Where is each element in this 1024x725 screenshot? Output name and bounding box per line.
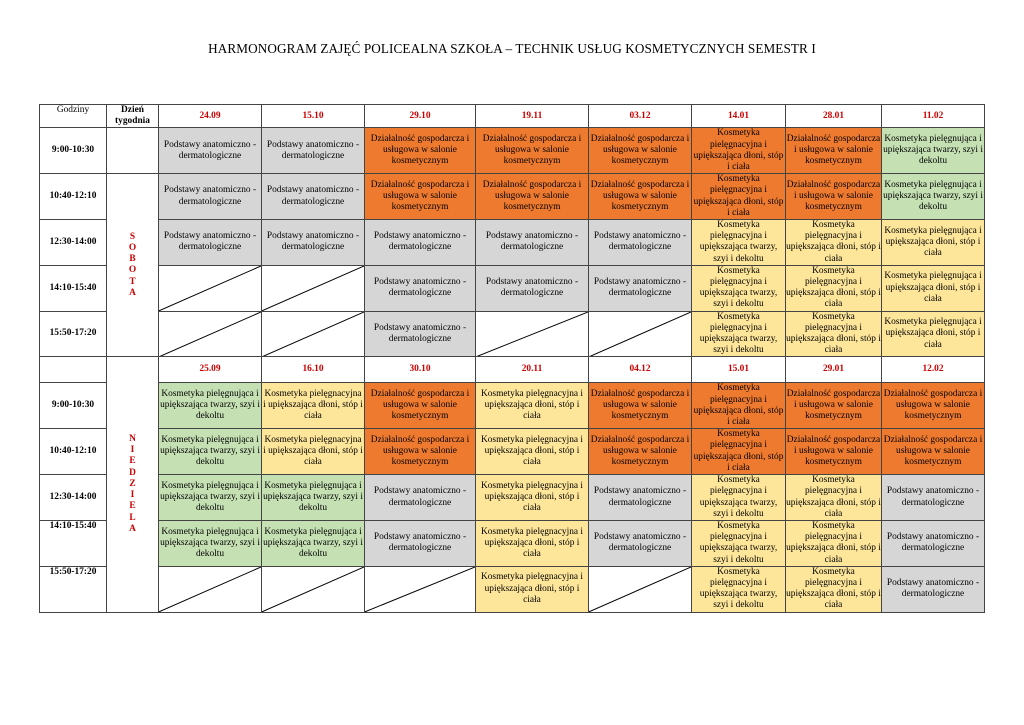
empty-slot <box>159 566 262 612</box>
empty-slot <box>262 566 365 612</box>
class-cell: Podstawy anatomiczno - dermatologiczne <box>262 174 365 220</box>
schedule-row <box>40 429 985 475</box>
class-cell: Działalność gospodarcza i usługowa w salonie kosmetycznym <box>589 128 692 174</box>
class-cell: Podstawy anatomiczno - dermatologiczne <box>589 220 692 266</box>
class-cell: Podstawy anatomiczno - dermatologiczne <box>476 220 589 266</box>
day-cell-blank <box>107 128 159 174</box>
class-cell: Podstawy anatomiczno - dermatologiczne <box>882 520 985 566</box>
date-cell: 14.01 <box>692 105 786 128</box>
class-cell: Kosmetyka pielęgnacyjna i upiększająca dłoni, stóp i ciała <box>786 311 881 356</box>
class-cell: Kosmetyka pielęgnacyjna i upiększająca dłoni, stóp i ciała <box>786 475 881 519</box>
class-cell: Kosmetyka pielęgnacyjna i upiększająca twarzy, szyi i dekoltu <box>692 311 786 357</box>
date-cell: 04.12 <box>589 357 692 383</box>
schedule-row <box>40 383 985 429</box>
class-cell: Kosmetyka pielęgnacyjna i upiększająca dłoni, stóp i ciała <box>262 383 365 429</box>
time-cell: 14:10-15:40 <box>40 520 107 566</box>
empty-slot <box>589 311 692 357</box>
time-cell: 12:30-14:00 <box>40 220 107 266</box>
class-cell: Kosmetyka pielęgnacyjna i upiększająca dłoni, stóp i ciała <box>476 475 589 521</box>
class-cell: Kosmetyka pielęgnująca i upiększająca dłoni, stóp i ciała <box>882 311 985 357</box>
date-cell: 28.01 <box>786 105 882 128</box>
class-cell: Działalność gospodarcza i usługowa w salonie kosmetycznym <box>476 128 589 174</box>
class-cell: Podstawy anatomiczno - dermatologiczne <box>365 475 476 521</box>
class-cell: Działalność gospodarcza i usługowa w salonie kosmetycznym <box>589 429 692 475</box>
class-cell: Podstawy anatomiczno - dermatologiczne <box>262 220 365 266</box>
class-cell: Podstawy anatomiczno - dermatologiczne <box>365 220 476 266</box>
hours-header: Godziny <box>40 105 107 128</box>
empty-slot <box>159 265 262 311</box>
class-cell: Kosmetyka pielęgnacyjna i upiększająca dłoni, stóp i ciała <box>476 566 589 612</box>
class-cell: Działalność gospodarcza i usługowa w salonie kosmetycznym <box>786 128 882 174</box>
class-cell: Kosmetyka pielęgnacyjna i upiększająca dłoni, stóp i ciała <box>692 429 786 475</box>
class-cell: Podstawy anatomiczno - dermatologiczne <box>262 128 365 174</box>
class-cell: Kosmetyka pielęgnująca i upiększająca twarzy, szyi i dekoltu <box>159 520 262 566</box>
class-cell: Kosmetyka pielęgnująca i upiększająca twarzy, szyi i dekoltu <box>159 475 262 521</box>
class-cell: Kosmetyka pielęgnująca i upiększająca twarzy, szyi i dekoltu <box>882 128 985 174</box>
class-cell: Kosmetyka pielęgnująca i upiększająca twarzy, szyi i dekoltu <box>159 383 262 429</box>
header-row-saturday <box>40 105 985 128</box>
date-cell: 16.10 <box>262 357 365 383</box>
time-cell: 9:00-10:30 <box>40 383 107 429</box>
date-cell: 30.10 <box>365 357 476 383</box>
class-cell: Kosmetyka pielęgnacyjna i upiększająca dłoni, stóp i ciała <box>692 128 786 174</box>
date-cell: 29.01 <box>786 357 882 383</box>
schedule-table <box>39 104 985 613</box>
class-cell: Działalność gospodarcza i usługowa w salonie kosmetycznym <box>882 383 985 429</box>
time-cell: 15:50-17:20 <box>40 566 107 612</box>
date-cell: 11.02 <box>882 105 985 128</box>
class-cell: Działalność gospodarcza i usługowa w salonie kosmetycznym <box>476 174 589 220</box>
day-label-sunday: N I E D Z I E L A <box>107 357 159 612</box>
day-label-saturday: S O B O T A <box>107 174 159 357</box>
class-cell: Kosmetyka pielęgnująca i upiększająca twarzy, szyi i dekoltu <box>159 429 262 475</box>
schedule-row <box>40 311 985 357</box>
date-cell: 19.11 <box>476 105 589 128</box>
class-cell: Podstawy anatomiczno - dermatologiczne <box>882 475 985 521</box>
date-cell: 24.09 <box>159 105 262 128</box>
time-cell: 12:30-14:00 <box>40 475 107 521</box>
class-cell: Kosmetyka pielęgnacyjna i upiększająca dłoni, stóp i ciała <box>476 429 589 475</box>
class-cell: Kosmetyka pielęgnacyjna i upiększająca dłoni, stóp i ciała <box>786 520 881 565</box>
schedule-row <box>40 566 985 612</box>
class-cell: Kosmetyka pielęgnacyjna i upiększająca dłoni, stóp i ciała <box>786 265 881 310</box>
day-header: Dzień tygodnia <box>107 105 159 128</box>
class-cell: Działalność gospodarcza i usługowa w salonie kosmetycznym <box>882 429 985 475</box>
class-cell: Kosmetyka pielęgnacyjna i upiększająca twarzy, szyi i dekoltu <box>692 220 786 266</box>
class-cell: Kosmetyka pielęgnacyjna i upiększająca twarzy, szyi i dekoltu <box>692 520 786 566</box>
schedule-row <box>40 220 985 266</box>
empty-slot <box>365 566 476 612</box>
class-cell: Kosmetyka pielęgnująca i upiększająca dłoni, stóp i ciała <box>882 220 985 266</box>
class-cell: Kosmetyka pielęgnacyjna i upiększająca dłoni, stóp i ciała <box>476 383 589 429</box>
class-cell: Działalność gospodarcza i usługowa w salonie kosmetycznym <box>365 174 476 220</box>
class-cell: Podstawy anatomiczno - dermatologiczne <box>159 128 262 174</box>
class-cell: Działalność gospodarcza i usługowa w salonie kosmetycznym <box>365 128 476 174</box>
schedule-row <box>40 520 985 566</box>
class-cell: Kosmetyka pielęgnująca i upiększająca twarzy, szyi i dekoltu <box>882 174 985 220</box>
schedule-row <box>40 128 985 174</box>
class-cell: Podstawy anatomiczno - dermatologiczne <box>589 475 692 521</box>
class-cell: Kosmetyka pielęgnacyjna i upiększająca dłoni, stóp i ciała <box>692 174 786 220</box>
class-cell: Kosmetyka pielęgnacyjna i upiększająca twarzy, szyi i dekoltu <box>692 566 786 612</box>
date-cell: 12.02 <box>882 357 985 383</box>
date-cell: 29.10 <box>365 105 476 128</box>
class-cell: Działalność gospodarcza i usługowa w salonie kosmetycznym <box>589 383 692 429</box>
date-cell: 15.10 <box>262 105 365 128</box>
blank-cell <box>40 357 107 383</box>
class-cell: Podstawy anatomiczno - dermatologiczne <box>159 174 262 220</box>
class-cell: Podstawy anatomiczno - dermatologiczne <box>476 265 589 311</box>
time-cell: 10:40-12:10 <box>40 429 107 475</box>
class-cell: Podstawy anatomiczno - dermatologiczne <box>589 265 692 311</box>
class-cell: Podstawy anatomiczno - dermatologiczne <box>589 520 692 566</box>
class-cell: Działalność gospodarcza i usługowa w salonie kosmetycznym <box>589 174 692 220</box>
time-cell: 10:40-12:10 <box>40 174 107 220</box>
class-cell: Kosmetyka pielęgnująca i upiększająca dłoni, stóp i ciała <box>882 265 985 311</box>
class-cell: Podstawy anatomiczno - dermatologiczne <box>365 311 476 357</box>
class-cell: Podstawy anatomiczno - dermatologiczne <box>159 220 262 266</box>
class-cell: Kosmetyka pielęgnacyjna i upiększająca dłoni, stóp i ciała <box>786 220 881 264</box>
class-cell: Działalność gospodarcza i usługowa w salonie kosmetycznym <box>786 429 882 475</box>
date-cell: 25.09 <box>159 357 262 383</box>
time-cell: 14:10-15:40 <box>40 265 107 311</box>
time-cell: 9:00-10:30 <box>40 128 107 174</box>
page-title: HARMONOGRAM ZAJĘĆ POLICEALNA SZKOŁA – TECHNIK USŁUG KOSMETYCZNYCH SEMESTR I <box>208 41 816 56</box>
date-cell: 15.01 <box>692 357 786 383</box>
class-cell: Kosmetyka pielęgnacyjna i upiększająca twarzy, szyi i dekoltu <box>692 475 786 521</box>
date-cell: 03.12 <box>589 105 692 128</box>
class-cell: Kosmetyka pielęgnacyjna i upiększająca twarzy, szyi i dekoltu <box>692 265 786 311</box>
class-cell: Działalność gospodarcza i usługowa w salonie kosmetycznym <box>786 383 882 429</box>
empty-slot <box>589 566 692 612</box>
empty-slot <box>262 265 365 311</box>
schedule-row <box>40 265 985 311</box>
empty-slot <box>476 311 589 357</box>
class-cell: Działalność gospodarcza i usługowa w salonie kosmetycznym <box>365 383 476 429</box>
class-cell: Kosmetyka pielęgnująca i upiększająca twarzy, szyi i dekoltu <box>262 520 365 566</box>
class-cell: Działalność gospodarcza i usługowa w salonie kosmetycznym <box>786 174 882 220</box>
class-cell: Działalność gospodarcza i usługowa w salonie kosmetycznym <box>365 429 476 475</box>
class-cell: Podstawy anatomiczno - dermatologiczne <box>365 265 476 311</box>
date-cell: 20.11 <box>476 357 589 383</box>
time-cell: 15:50-17:20 <box>40 311 107 357</box>
header-row-sunday <box>40 357 985 383</box>
class-cell: Kosmetyka pielęgnacyjna i upiększająca dłoni, stóp i ciała <box>262 429 365 475</box>
class-cell: Podstawy anatomiczno - dermatologiczne <box>365 520 476 566</box>
class-cell: Podstawy anatomiczno - dermatologiczne <box>882 566 985 612</box>
empty-slot <box>262 311 365 357</box>
schedule-row <box>40 475 985 521</box>
schedule-row <box>40 174 985 220</box>
class-cell: Kosmetyka pielęgnacyjna i upiększająca dłoni, stóp i ciała <box>692 383 786 429</box>
class-cell: Kosmetyka pielęgnacyjna i upiększająca dłoni, stóp i ciała <box>476 520 589 566</box>
class-cell: Kosmetyka pielęgnacyjna i upiększająca dłoni, stóp i ciała <box>786 566 881 611</box>
class-cell: Kosmetyka pielęgnująca i upiększająca twarzy, szyi i dekoltu <box>262 475 365 521</box>
empty-slot <box>159 311 262 357</box>
